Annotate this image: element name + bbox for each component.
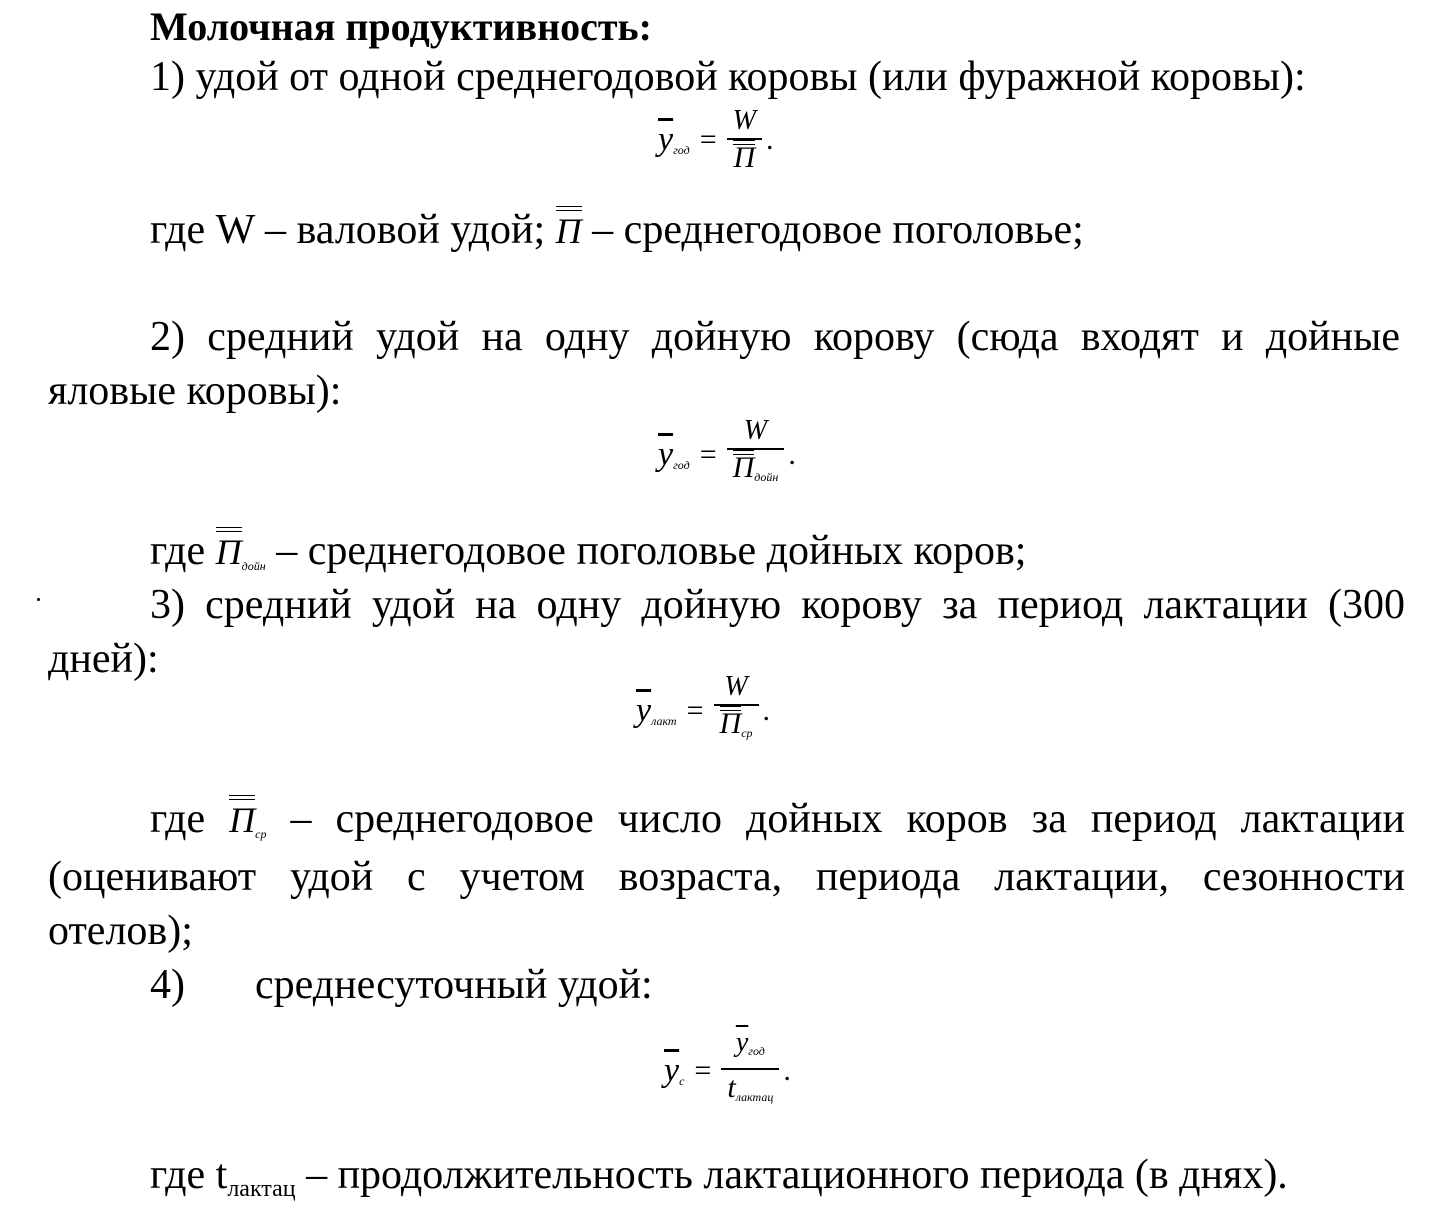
item1-where (150, 205, 1084, 256)
formula-4-lhs: $\overline{y}$ (664, 1051, 680, 1089)
formula-4 (664, 1026, 791, 1115)
formula-1-num: W (732, 105, 756, 136)
item1-where-prefix: где W – валовой удой; (150, 207, 546, 253)
item3-where-line1 (150, 794, 1405, 859)
formula-3-den: П (719, 707, 742, 740)
formula-3-eq: = (686, 693, 704, 727)
formula-4-den: t (727, 1071, 736, 1104)
item2-where-suffix: – среднегодовое поголовье дойных коров; (276, 528, 1027, 574)
formula-1-lhs: $\overline{y}$ (658, 121, 674, 158)
item2-where-symbol-sub: дойн (241, 559, 266, 573)
item3-where-suffix: – среднегодовое число дойных коров за период лактации (290, 796, 1406, 842)
item3-text-line1: 3) средний удой на одну дойную корову за период лактации (300 (150, 582, 1405, 628)
item1-where-symbol: П (556, 206, 582, 256)
item3-text-line2: дней): (48, 636, 159, 682)
formula-3-lhs-sub: лакт (651, 713, 677, 728)
item4-where-suffix: – продолжительность лактационного периода (в днях). (306, 1152, 1288, 1198)
formula-2-end: . (788, 437, 796, 471)
item3-where-line2: (оценивают удой с учетом возраста, периода лактации, сезонности (48, 854, 1405, 900)
scan-speck (37, 598, 40, 601)
formula-1 (658, 104, 773, 176)
item4-where-sub: лактац (227, 1176, 296, 1202)
item1-where-suffix: – среднегодовое поголовье; (592, 207, 1084, 253)
item3-where-symbol-sub: ср (255, 827, 267, 841)
item4-number: 4) (150, 962, 185, 1008)
formula-3-den-sub: ср (741, 726, 753, 740)
formula-3-end: . (762, 693, 771, 727)
item4-where (150, 1150, 1288, 1214)
formula-1-eq: = (699, 123, 717, 156)
formula-4-lhs-sub: с (679, 1073, 685, 1088)
formula-1-lhs-sub: год (673, 143, 690, 157)
formula-2-lhs-sub: год (673, 457, 690, 472)
formula-3-num: W (724, 671, 748, 702)
formula-1-den: П (733, 141, 756, 174)
item3-where-line3: отелов); (48, 908, 193, 954)
formula-2 (658, 414, 796, 495)
formula-4-end: . (783, 1053, 791, 1087)
formula-4-den-sub: лактац (735, 1090, 774, 1104)
item4-text: среднесуточный удой: (255, 962, 653, 1008)
formula-1-end: . (765, 123, 774, 156)
formula-4-num: $\overline{y}$ (735, 1027, 749, 1058)
item4-where-prefix: где t (150, 1152, 228, 1198)
formula-3-lhs: $\overline{y}$ (636, 691, 652, 729)
item2-where-prefix: где (150, 528, 206, 574)
formula-2-num: W (743, 415, 768, 446)
section-title: Молочная продуктивность: (150, 4, 652, 49)
formula-4-num-sub: год (748, 1044, 765, 1058)
item1-text: 1) удой от одной среднегодовой коровы (или фуражной коровы): (150, 54, 1306, 100)
item2-text-line1: 2) средний удой на одну дойную корову (сюда входят и дойные (150, 314, 1400, 360)
item3-where-symbol: П (229, 795, 255, 845)
formula-2-den: П (732, 451, 755, 484)
item2-where-symbol: П (216, 527, 242, 577)
formula-4-eq: = (694, 1053, 712, 1087)
item3-where-prefix: где (150, 796, 206, 842)
formula-3 (636, 670, 770, 751)
item2-text-line2: яловые коровы): (48, 368, 342, 414)
formula-2-eq: = (699, 437, 717, 471)
formula-2-lhs: $\overline{y}$ (658, 435, 674, 473)
formula-2-den-sub: дойн (754, 470, 779, 484)
